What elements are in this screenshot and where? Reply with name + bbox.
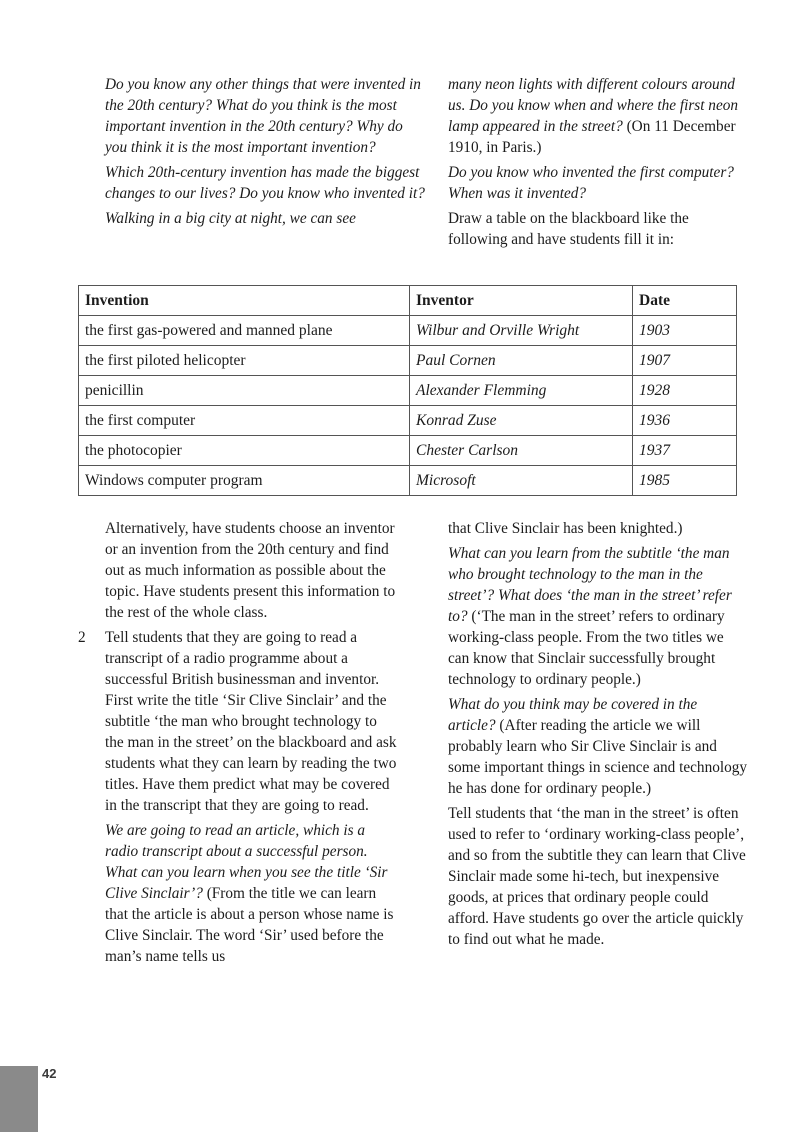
inventor-cell: Wilbur and Orville Wright <box>410 316 633 346</box>
inventor-cell: Paul Cornen <box>410 346 633 376</box>
table-row <box>79 406 737 436</box>
header-invention: Invention <box>79 286 410 316</box>
header-inventor: Inventor <box>410 286 633 316</box>
alternative-paragraph: Alternatively, have students choose an inventor or an invention from the 20th century and find out as much information as possible about the topic. Have students present this information to the rest of the whole class. <box>105 520 396 621</box>
table-row <box>79 436 737 466</box>
date-cell: 1937 <box>633 436 737 466</box>
bottom-left-column <box>78 518 398 971</box>
numbered-item-2 <box>78 627 398 967</box>
page-number: 42 <box>42 1066 57 1081</box>
date-cell: 1985 <box>633 466 737 496</box>
invention-cell: Windows computer program <box>79 466 410 496</box>
inventor-cell: Konrad Zuse <box>410 406 633 436</box>
item-text: Tell students that they are going to read a transcript of a radio programme about a successful British businessman and inventor. First write the title ‘Sir Clive Sinclair’ and the subtitle ‘the man who brought technology to the man in the street’ on the blackboard and ask students what they can learn by reading the two titles. Have them predict what may be covered in the transcript that they are going to read. <box>105 629 397 814</box>
date-cell: 1936 <box>633 406 737 436</box>
table-instruction: Draw a table on the blackboard like the following and have students fill it in: <box>448 210 689 248</box>
subtitle-question: What can you learn from the subtitle ‘the man who brought technology to the man in the street’? What does ‘the man in the street’ refer to? (‘The man in the street’ refers to ordinary working-class people. From the two titles we can know that Sinclair successfully brought technology to ordinary people.) <box>448 545 732 688</box>
inventor-cell: Microsoft <box>410 466 633 496</box>
invention-cell: the first computer <box>79 406 410 436</box>
man-in-street-paragraph: Tell students that ‘the man in the street’ is often used to refer to ‘ordinary working-class people’, and so from the subtitle they can learn that Clive Sinclair made some hi-tech, but inexpensive goods, at prices that ordinary people could afford. Have students go over the article quickly to find out what he made. <box>448 805 746 948</box>
item-number: 2 <box>78 629 86 646</box>
coverage-question: What do you think may be covered in the article? (After reading the article we will probably learn who Sir Clive Sinclair is and some important things in science and technology he has done for ordinary people.) <box>448 696 748 797</box>
title-question: We are going to read an article, which is a radio transcript about a successful person. What can you learn when you see the title ‘Sir Clive Sinclair’? (From the title we can learn that the article is about a person whose name is Clive Sinclair. The word ‘Sir’ used before the man’s name tells us <box>105 822 394 965</box>
computer-question: Do you know who invented the first computer? When was it invented? <box>448 164 734 202</box>
inventor-cell: Alexander Flemming <box>410 376 633 406</box>
neon-question: many neon lights with different colours around us. Do you know when and where the first neon lamp appeared in the street? (On 11 December 1910, in Paris.) <box>448 76 739 156</box>
date-cell: 1903 <box>633 316 737 346</box>
invention-cell: the first piloted helicopter <box>79 346 410 376</box>
header-date: Date <box>633 286 737 316</box>
continued-text: that Clive Sinclair has been knighted.) <box>448 520 683 537</box>
question-paragraph: Walking in a big city at night, we can see <box>105 210 356 227</box>
question-paragraph: Which 20th-century invention has made the biggest changes to our lives? Do you know who invented it? <box>105 164 425 202</box>
table-row <box>79 346 737 376</box>
bottom-right-column <box>448 518 748 954</box>
table-header-row <box>79 286 737 316</box>
question-paragraph: Do you know any other things that were invented in the 20th century? What do you think is the most important invention in the 20th century? Why do you think it is the most important invention? <box>105 76 421 156</box>
table-row <box>79 316 737 346</box>
top-right-column <box>448 74 748 254</box>
top-left-column <box>105 74 425 233</box>
table-row <box>79 466 737 496</box>
inventor-cell: Chester Carlson <box>410 436 633 466</box>
table-row <box>79 376 737 406</box>
inventions-table <box>78 285 737 496</box>
date-cell: 1928 <box>633 376 737 406</box>
invention-cell: the photocopier <box>79 436 410 466</box>
date-cell: 1907 <box>633 346 737 376</box>
page-tab <box>0 1066 38 1132</box>
invention-cell: penicillin <box>79 376 410 406</box>
invention-cell: the first gas-powered and manned plane <box>79 316 410 346</box>
